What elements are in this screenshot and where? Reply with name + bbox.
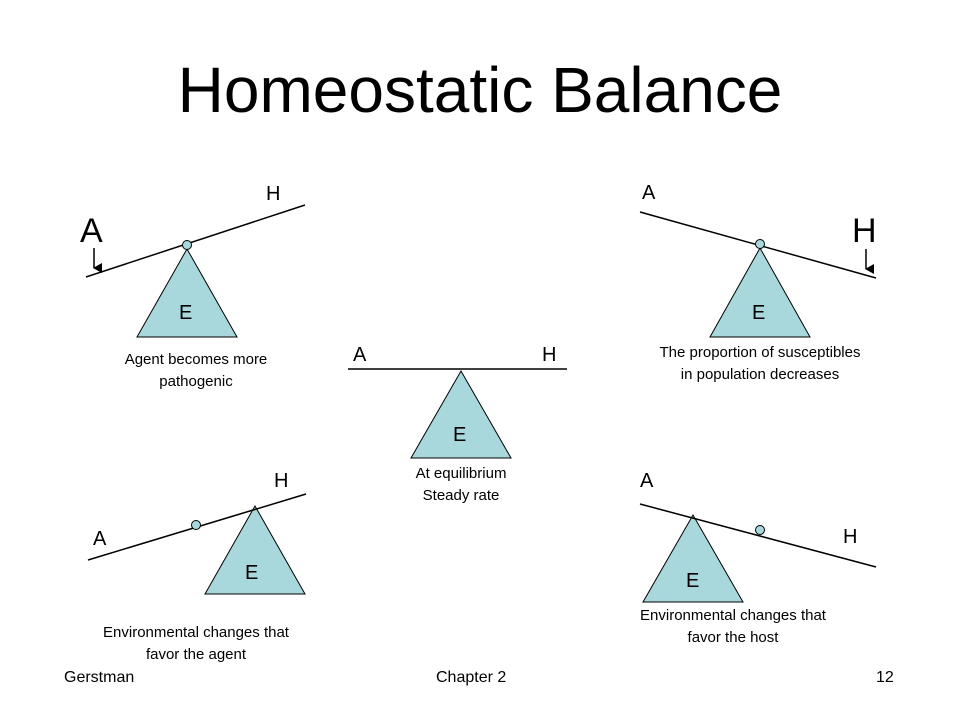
host-label: H <box>542 344 557 366</box>
caption-line: pathogenic <box>159 373 233 390</box>
agent-label: A <box>640 470 654 492</box>
footer-author: Gerstman <box>64 669 135 686</box>
slide-title: Homeostatic Balance <box>177 54 783 126</box>
environment-label: E <box>453 424 467 446</box>
caption-line: Agent becomes more <box>124 351 268 368</box>
caption-line: At equilibrium <box>415 465 507 482</box>
agent-label: A <box>93 528 107 550</box>
host-label: H <box>843 526 858 548</box>
caption-line: favor the host <box>687 629 779 646</box>
caption-env-favor-agent <box>56 622 336 666</box>
scale-env-favor-host <box>640 504 876 602</box>
caption-env-favor-host <box>593 605 873 649</box>
scale-env-favor-agent <box>88 494 306 594</box>
footer-page-number: 12 <box>876 669 894 686</box>
caption-line: Steady rate <box>422 487 500 504</box>
caption-line: Environmental changes that <box>103 624 289 641</box>
host-label: H <box>266 183 281 205</box>
caption-agent-pathogenic <box>86 349 306 393</box>
caption-line: Environmental changes that <box>640 607 826 624</box>
agent-label: A <box>353 344 367 366</box>
environment-label: E <box>686 570 700 592</box>
environment-label: E <box>752 302 766 324</box>
host-label: H <box>274 470 289 492</box>
caption-line: The proportion of susceptibles <box>659 344 861 361</box>
caption-equilibrium <box>361 463 561 507</box>
scale-agent-pathogenic <box>86 205 305 337</box>
caption-line: in population decreases <box>680 366 840 383</box>
pivot-point <box>756 240 765 249</box>
agent-label: A <box>80 212 103 250</box>
pivot-point <box>183 241 192 250</box>
pivot-point <box>756 526 765 535</box>
environment-label: E <box>245 562 259 584</box>
footer-chapter: Chapter 2 <box>436 669 507 686</box>
host-label: H <box>852 212 877 250</box>
agent-label: A <box>642 182 656 204</box>
caption-line: favor the agent <box>145 646 247 663</box>
environment-label: E <box>179 302 193 324</box>
pivot-point <box>192 521 201 530</box>
caption-susceptibles-decrease <box>620 342 900 386</box>
